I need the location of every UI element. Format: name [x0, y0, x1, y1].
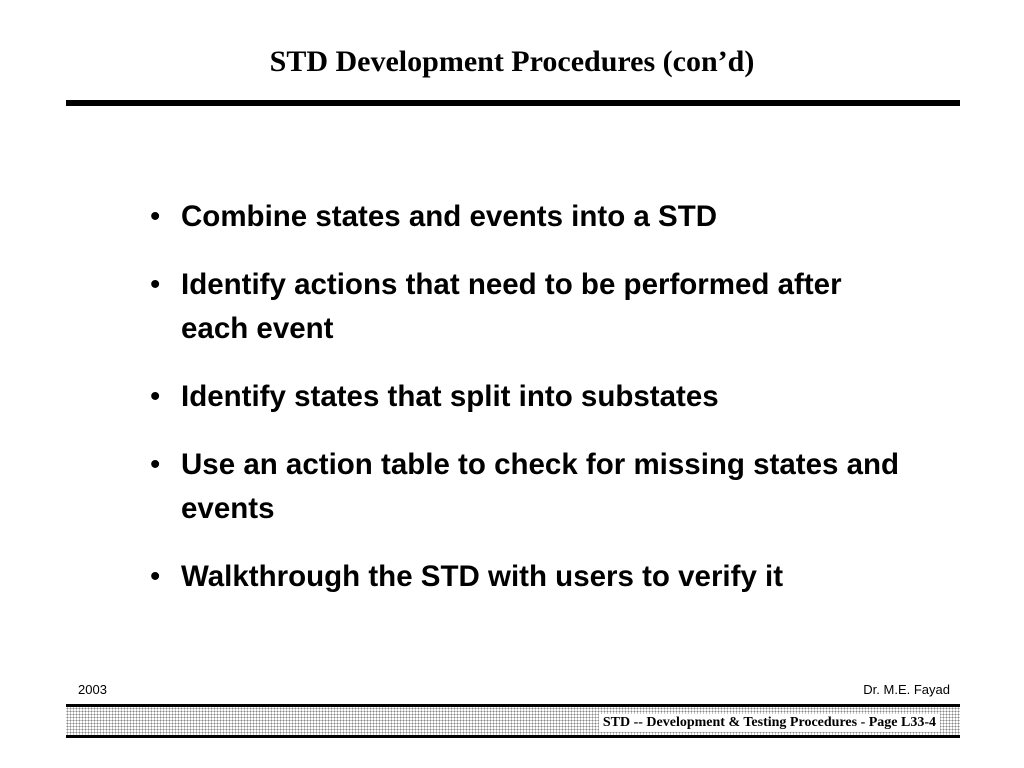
bullet-list	[150, 195, 910, 623]
footer-year: 2003	[78, 682, 107, 697]
footer-author: Dr. M.E. Fayad	[863, 682, 950, 697]
bullet-dot: •	[150, 560, 161, 593]
bullet-item	[150, 555, 910, 599]
bullet-text: Walkthrough the STD with users to verify it	[181, 560, 784, 593]
title-divider	[66, 100, 960, 106]
bullet-dot: •	[150, 200, 161, 233]
bullet-dot: •	[150, 380, 161, 413]
slide-title: STD Development Procedures (con’d)	[269, 45, 755, 78]
bullet-item	[150, 263, 910, 351]
footer-divider-bottom	[66, 735, 960, 738]
bullet-item	[150, 375, 910, 419]
bullet-dot: •	[150, 268, 161, 301]
bullet-text: Use an action table to check for missing states and events	[181, 448, 900, 525]
bullet-text: Identify actions that need to be performed after each event	[181, 268, 842, 345]
bullet-item	[150, 443, 910, 531]
bullet-text: Identify states that split into substates	[181, 380, 719, 413]
bullet-item	[150, 195, 910, 239]
bullet-dot: •	[150, 448, 161, 481]
bullet-text: Combine states and events into a STD	[181, 200, 718, 233]
footer-page-caption: STD -- Development & Testing Procedures - Page L33-4	[599, 714, 940, 732]
